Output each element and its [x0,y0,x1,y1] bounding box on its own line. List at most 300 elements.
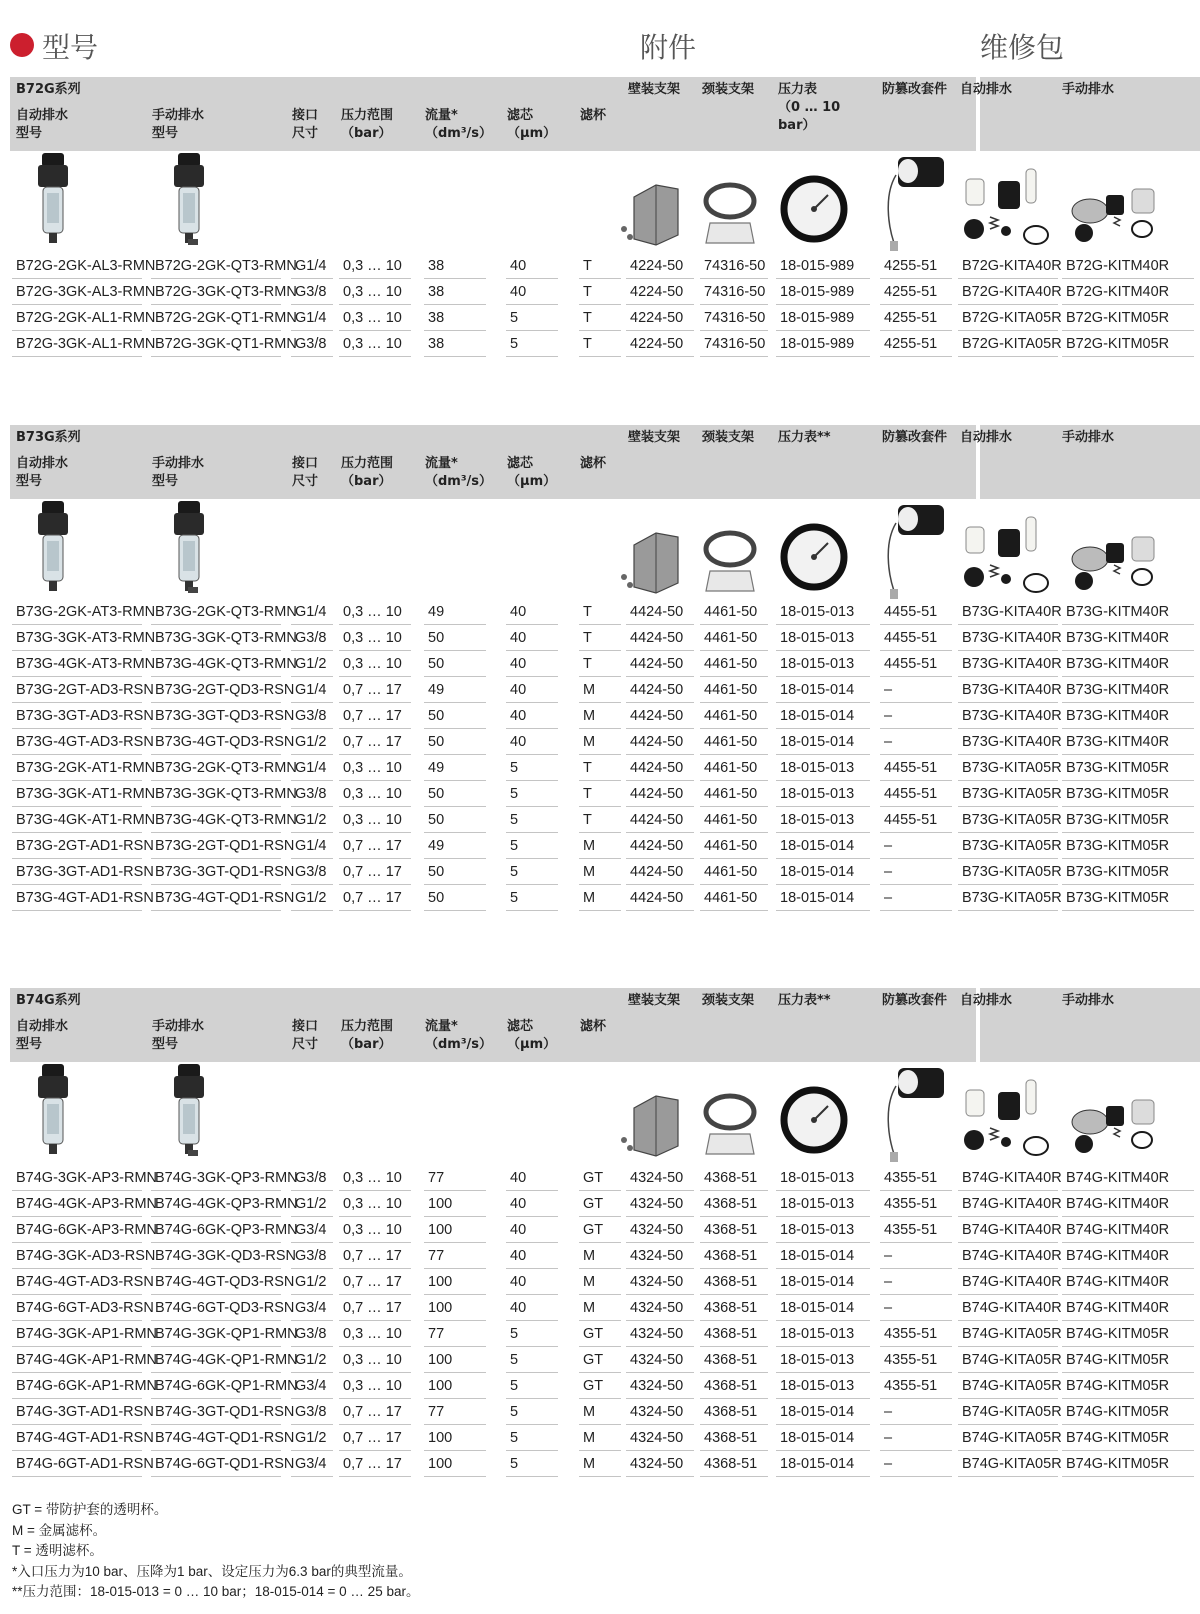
bowl-cell: T [583,310,592,326]
flow-cell: 38 [428,310,445,326]
neck-bracket-cell: 4368-51 [704,1326,758,1342]
row-rule [151,910,281,911]
kit-auto-cell: B73G-KITA05R [962,838,1062,854]
neck-bracket-cell: 4461-50 [704,682,758,698]
col-header-kit-manual: 手动排水 [1062,430,1115,445]
kit-manual-cell: B74G-KITM40R [1066,1248,1170,1264]
kit-auto-cell: B74G-KITA40R [962,1300,1062,1316]
table-row [10,885,1200,911]
gauge-cell: 18-015-013 [780,1352,855,1368]
manual-model-cell: B73G-4GT-QD1-RSN [155,890,295,906]
row-rule [339,356,411,357]
flow-cell: 50 [428,786,445,802]
row-rule [958,910,1058,911]
row-rule [339,1476,411,1477]
tamper-kit-cell: 4455-51 [884,630,938,646]
auto-model-cell: B73G-4GT-AD1-RSN [16,890,154,906]
bowl-cell: M [583,708,596,724]
tamper-kit-cell: 4255-51 [884,284,938,300]
row-rule [579,1476,621,1477]
manual-model-cell: B74G-6GT-QD3-RSN [155,1300,295,1316]
row-rule [1062,356,1194,357]
pressure-gauge-image [780,1082,850,1160]
pressure-range-cell: 0,7 … 17 [343,708,402,724]
tamper-kit-cell: 4455-51 [884,786,938,802]
port-size-cell: G1/2 [295,1352,327,1368]
kit-auto-cell: B74G-KITA05R [962,1430,1062,1446]
manual-drain-kit-image [1068,515,1164,597]
row-rule [1062,1476,1194,1477]
gauge-cell: 18-015-013 [780,1196,855,1212]
kit-auto-cell: B74G-KITA40R [962,1222,1062,1238]
note-gt: GT = 带防护套的透明杯。 [12,1502,168,1517]
kit-manual-cell: B72G-KITM40R [1066,284,1170,300]
kit-manual-cell: B74G-KITM40R [1066,1300,1170,1316]
table-row [10,331,1200,357]
table-row [10,599,1200,625]
neck-bracket-cell: 4461-50 [704,604,758,620]
table-row [10,1347,1200,1373]
auto-model-cell: B72G-3GK-AL3-RMN [16,284,156,300]
wall-bracket-cell: 4424-50 [630,604,684,620]
col-header-auto: 型号 [16,474,43,489]
note-m: M = 金属滤杯。 [12,1522,107,1538]
row-rule [776,356,870,357]
neck-bracket-cell: 4461-50 [704,656,758,672]
filter-micron-cell: 40 [510,258,527,274]
pressure-range-cell: 0,7 … 17 [343,1456,402,1472]
wall-bracket-cell: 4424-50 [630,812,684,828]
kit-auto-cell: B74G-KITA05R [962,1404,1062,1420]
pressure-range-cell: 0,3 … 10 [343,1196,402,1212]
col-header-pressure: （bar） [341,126,392,141]
wall-bracket-cell: 4324-50 [630,1326,684,1342]
pressure-range-cell: 0,7 … 17 [343,682,402,698]
table-row [10,677,1200,703]
kit-auto-cell: B72G-KITA40R [962,258,1062,274]
wall-bracket-cell: 4224-50 [630,310,684,326]
bowl-cell: M [583,838,596,854]
wall-bracket-cell: 4424-50 [630,890,684,906]
flow-cell: 50 [428,656,445,672]
gauge-cell: 18-015-013 [780,1170,855,1186]
auto-model-cell: B74G-3GT-AD1-RSN [16,1404,154,1420]
flow-cell: 50 [428,812,445,828]
tamper-kit-cell: 4355-51 [884,1222,938,1238]
col-header-wall-bracket: 壁装支架 [628,430,681,445]
filter-micron-cell: 40 [510,1274,527,1290]
gauge-cell: 18-015-013 [780,1326,855,1342]
table-row [10,1295,1200,1321]
pressure-range-cell: 0,3 … 10 [343,760,402,776]
kit-manual-cell: B74G-KITM40R [1066,1274,1170,1290]
row-rule [424,1476,486,1477]
kit-auto-cell: B74G-KITA05R [962,1378,1062,1394]
table-row [10,1217,1200,1243]
row-rule [776,1476,870,1477]
kit-auto-cell: B73G-KITA05R [962,786,1062,802]
port-size-cell: G3/8 [295,1248,327,1264]
tamper-kit-cell: 4455-51 [884,604,938,620]
table-row [10,1269,1200,1295]
row-rule [151,356,281,357]
row-rule [579,356,621,357]
manual-model-cell: B73G-4GK-QT3-RMN [155,812,297,828]
bowl-cell: GT [583,1326,604,1342]
pressure-range-cell: 0,3 … 10 [343,1222,402,1238]
auto-model-cell: B74G-4GT-AD1-RSN [16,1430,154,1446]
table-row [10,651,1200,677]
wall-bracket-cell: 4424-50 [630,864,684,880]
auto-drain-kit-image [960,1078,1056,1160]
wall-bracket-cell: 4424-50 [630,656,684,672]
kit-auto-cell: B72G-KITA05R [962,310,1062,326]
flow-cell: 38 [428,336,445,352]
row-rule [339,910,411,911]
filter-product-image [166,153,212,249]
kit-manual-cell: B74G-KITM40R [1066,1170,1170,1186]
port-size-cell: G1/2 [295,734,327,750]
flow-cell: 100 [428,1222,453,1238]
flow-cell: 100 [428,1456,453,1472]
kit-manual-cell: B73G-KITM40R [1066,682,1170,698]
neck-bracket-cell: 4368-51 [704,1430,758,1446]
flow-cell: 77 [428,1170,445,1186]
col-header-filter: 滤芯 [507,1019,534,1034]
filter-micron-cell: 40 [510,1248,527,1264]
filter-micron-cell: 5 [510,838,519,854]
auto-model-cell: B73G-4GT-AD3-RSN [16,734,154,750]
series-section [10,425,1200,923]
flow-cell: 38 [428,258,445,274]
wall-bracket-cell: 4324-50 [630,1222,684,1238]
pressure-range-cell: 0,7 … 17 [343,734,402,750]
filter-micron-cell: 5 [510,336,519,352]
wall-bracket-image [616,515,686,597]
kit-auto-cell: B73G-KITA40R [962,656,1062,672]
port-size-cell: G3/8 [295,630,327,646]
col-header-port: 尺寸 [292,474,319,489]
auto-model-cell: B74G-6GK-AP1-RMN [16,1378,158,1394]
tamper-kit-image [878,503,948,601]
manual-model-cell: B73G-3GT-QD1-RSN [155,864,295,880]
port-size-cell: G1/4 [295,258,327,274]
auto-model-cell: B73G-3GT-AD3-RSN [16,708,154,724]
col-header-manual: 型号 [152,474,179,489]
port-size-cell: G1/2 [295,1274,327,1290]
neck-bracket-image [700,1084,760,1158]
col-header-filter: （μm） [507,1037,557,1052]
kit-manual-cell: B74G-KITM05R [1066,1456,1170,1472]
port-size-cell: G1/2 [295,812,327,828]
row-rule [626,910,694,911]
kit-manual-cell: B74G-KITM05R [1066,1404,1170,1420]
port-size-cell: G3/4 [295,1222,327,1238]
bowl-cell: T [583,258,592,274]
neck-bracket-cell: 4368-51 [704,1456,758,1472]
auto-model-cell: B73G-3GT-AD1-RSN [16,864,154,880]
kit-manual-cell: B74G-KITM05R [1066,1378,1170,1394]
col-header-kit-manual: 手动排水 [1062,993,1115,1008]
row-rule [579,910,621,911]
tamper-kit-cell: – [884,1404,893,1420]
flow-cell: 49 [428,604,445,620]
filter-product-image [166,501,212,597]
filter-micron-cell: 40 [510,1170,527,1186]
manual-model-cell: B74G-4GT-QD1-RSN [155,1430,295,1446]
col-header-tamper-kit: 防篡改套件 [882,993,948,1008]
pressure-range-cell: 0,7 … 17 [343,1248,402,1264]
kit-manual-cell: B73G-KITM40R [1066,708,1170,724]
wall-bracket-cell: 4224-50 [630,258,684,274]
col-header-filter: （μm） [507,474,557,489]
col-header-gauge: 压力表 [778,82,818,97]
kit-manual-cell: B73G-KITM40R [1066,630,1170,646]
port-size-cell: G3/4 [295,1300,327,1316]
auto-model-cell: B73G-2GT-AD1-RSN [16,838,154,854]
row-rule [151,1476,281,1477]
table-row [10,703,1200,729]
port-size-cell: G3/8 [295,284,327,300]
series-section [10,77,1200,369]
model-heading: 型号 [42,31,99,64]
port-size-cell: G1/4 [295,682,327,698]
manual-model-cell: B72G-2GK-QT3-RMN [155,258,297,274]
kit-manual-cell: B72G-KITM05R [1066,336,1170,352]
red-dot-icon [10,33,34,57]
neck-bracket-cell: 4461-50 [704,760,758,776]
col-header-auto: 自动排水 [16,1019,69,1034]
col-header-bowl: 滤杯 [580,456,607,471]
kit-auto-cell: B73G-KITA05R [962,812,1062,828]
col-header-auto: 型号 [16,1037,43,1052]
auto-model-cell: B73G-3GK-AT1-RMN [16,786,156,802]
filter-micron-cell: 40 [510,734,527,750]
port-size-cell: G3/8 [295,864,327,880]
neck-bracket-cell: 4368-51 [704,1196,758,1212]
table-row [10,729,1200,755]
auto-model-cell: B73G-2GK-AT3-RMN [16,604,156,620]
auto-model-cell: B73G-3GK-AT3-RMN [16,630,156,646]
table-row [10,1321,1200,1347]
kit-manual-cell: B72G-KITM05R [1066,310,1170,326]
bowl-cell: T [583,604,592,620]
wall-bracket-cell: 4324-50 [630,1196,684,1212]
manual-model-cell: B73G-2GT-QD3-RSN [155,682,295,698]
kit-manual-cell: B74G-KITM40R [1066,1196,1170,1212]
gauge-cell: 18-015-989 [780,310,855,326]
tamper-kit-cell: 4455-51 [884,656,938,672]
wall-bracket-cell: 4424-50 [630,734,684,750]
flow-cell: 49 [428,760,445,776]
kit-auto-cell: B73G-KITA40R [962,734,1062,750]
col-header-pressure: （bar） [341,1037,392,1052]
col-header-port: 接口 [292,108,319,123]
col-header-auto: 自动排水 [16,456,69,471]
pressure-range-cell: 0,3 … 10 [343,786,402,802]
row-rule [291,356,333,357]
pressure-range-cell: 0,7 … 17 [343,1274,402,1290]
series-title: B74G系列 [16,993,81,1008]
neck-bracket-cell: 4461-50 [704,838,758,854]
tamper-kit-cell: 4455-51 [884,760,938,776]
filter-micron-cell: 5 [510,310,519,326]
row-rule [700,1476,768,1477]
neck-bracket-cell: 4368-51 [704,1170,758,1186]
table-row [10,781,1200,807]
kit-manual-cell: B72G-KITM40R [1066,258,1170,274]
row-rule [626,356,694,357]
auto-drain-kit-image [960,515,1056,597]
wall-bracket-cell: 4424-50 [630,630,684,646]
col-header-filter: 滤芯 [507,456,534,471]
auto-model-cell: B74G-4GT-AD3-RSN [16,1274,154,1290]
neck-bracket-cell: 4461-50 [704,864,758,880]
pressure-range-cell: 0,3 … 10 [343,656,402,672]
filter-product-image [30,501,76,597]
col-header-wall-bracket: 壁装支架 [628,993,681,1008]
col-header-manual: 型号 [152,126,179,141]
filter-micron-cell: 40 [510,1222,527,1238]
kit-auto-cell: B74G-KITA40R [962,1170,1062,1186]
gauge-cell: 18-015-013 [780,1222,855,1238]
pressure-range-cell: 0,3 … 10 [343,1352,402,1368]
pressure-gauge-image [780,519,850,597]
tamper-kit-cell: 4355-51 [884,1352,938,1368]
bowl-cell: T [583,786,592,802]
kit-auto-cell: B73G-KITA05R [962,760,1062,776]
kit-manual-cell: B73G-KITM05R [1066,760,1170,776]
col-header-pressure: 压力范围 [341,456,394,471]
filter-micron-cell: 5 [510,1352,519,1368]
table-row [10,625,1200,651]
filter-micron-cell: 5 [510,760,519,776]
gauge-cell: 18-015-013 [780,760,855,776]
col-header-pressure: 压力范围 [341,108,394,123]
auto-model-cell: B74G-3GK-AP3-RMN [16,1170,158,1186]
kit-auto-cell: B72G-KITA05R [962,336,1062,352]
bowl-cell: M [583,1430,596,1446]
accessories-heading: 附件 [640,31,697,64]
gauge-cell: 18-015-014 [780,1300,855,1316]
pressure-range-cell: 0,3 … 10 [343,812,402,828]
col-header-tamper-kit: 防篡改套件 [882,82,948,97]
col-header-neck-bracket: 颈装支架 [702,993,755,1008]
flow-cell: 77 [428,1326,445,1342]
gauge-cell: 18-015-013 [780,1378,855,1394]
bowl-cell: GT [583,1352,604,1368]
row-rule [506,1476,558,1477]
auto-model-cell: B72G-3GK-AL1-RMN [16,336,156,352]
wall-bracket-cell: 4324-50 [630,1300,684,1316]
flow-cell: 100 [428,1196,453,1212]
wall-bracket-cell: 4324-50 [630,1274,684,1290]
bowl-cell: T [583,284,592,300]
flow-cell: 49 [428,838,445,854]
filter-micron-cell: 40 [510,682,527,698]
col-header-flow: 流量* [425,108,458,123]
neck-bracket-image [700,521,760,595]
kits-heading: 维修包 [980,31,1065,64]
bowl-cell: GT [583,1196,604,1212]
auto-model-cell: B72G-2GK-AL1-RMN [16,310,156,326]
row-rule [12,910,142,911]
pressure-range-cell: 0,7 … 17 [343,838,402,854]
table-row [10,253,1200,279]
wall-bracket-cell: 4424-50 [630,786,684,802]
kit-manual-cell: B73G-KITM05R [1066,786,1170,802]
bowl-cell: M [583,1456,596,1472]
wall-bracket-cell: 4324-50 [630,1352,684,1368]
flow-cell: 77 [428,1404,445,1420]
row-rule [506,356,558,357]
manual-model-cell: B74G-4GK-QP1-RMN [155,1352,298,1368]
neck-bracket-cell: 4368-51 [704,1274,758,1290]
series-title: B72G系列 [16,82,81,97]
kit-manual-cell: B73G-KITM40R [1066,734,1170,750]
gauge-cell: 18-015-013 [780,812,855,828]
bowl-cell: M [583,864,596,880]
port-size-cell: G3/4 [295,1378,327,1394]
flow-cell: 100 [428,1378,453,1394]
table-row [10,1191,1200,1217]
tamper-kit-cell: – [884,890,893,906]
kit-auto-cell: B74G-KITA05R [962,1326,1062,1342]
neck-bracket-cell: 74316-50 [704,258,766,274]
col-header-filter: 滤芯 [507,108,534,123]
col-header-port: 尺寸 [292,1037,319,1052]
bowl-cell: M [583,734,596,750]
wall-bracket-cell: 4324-50 [630,1456,684,1472]
manual-model-cell: B72G-3GK-QT3-RMN [155,284,297,300]
manual-model-cell: B73G-2GT-QD1-RSN [155,838,295,854]
row-rule [1062,910,1194,911]
manual-model-cell: B74G-6GT-QD1-RSN [155,1456,295,1472]
kit-auto-cell: B74G-KITA40R [962,1248,1062,1264]
bowl-cell: T [583,656,592,672]
auto-model-cell: B74G-6GT-AD1-RSN [16,1456,154,1472]
flow-cell: 50 [428,708,445,724]
manual-model-cell: B73G-3GK-QT3-RMN [155,630,297,646]
bowl-cell: M [583,1248,596,1264]
gauge-cell: 18-015-989 [780,284,855,300]
wall-bracket-cell: 4424-50 [630,682,684,698]
gauge-cell: 18-015-013 [780,604,855,620]
tamper-kit-cell: 4255-51 [884,258,938,274]
wall-bracket-cell: 4324-50 [630,1404,684,1420]
manual-model-cell: B73G-3GT-QD3-RSN [155,708,295,724]
port-size-cell: G1/2 [295,1430,327,1446]
wall-bracket-image [616,167,686,249]
gauge-cell: 18-015-989 [780,336,855,352]
neck-bracket-cell: 4368-51 [704,1300,758,1316]
tamper-kit-cell: – [884,838,893,854]
series-title: B73G系列 [16,430,81,445]
tamper-kit-cell: 4455-51 [884,812,938,828]
filter-micron-cell: 5 [510,786,519,802]
filter-product-image [166,1064,212,1160]
pressure-range-cell: 0,3 … 10 [343,336,402,352]
kit-auto-cell: B73G-KITA40R [962,630,1062,646]
flow-cell: 38 [428,284,445,300]
row-rule [12,356,142,357]
gauge-cell: 18-015-013 [780,656,855,672]
col-header-gauge: bar） [778,118,816,133]
kit-manual-cell: B73G-KITM40R [1066,656,1170,672]
footnotes [12,1500,419,1603]
col-header-bowl: 滤杯 [580,108,607,123]
filter-micron-cell: 5 [510,1404,519,1420]
